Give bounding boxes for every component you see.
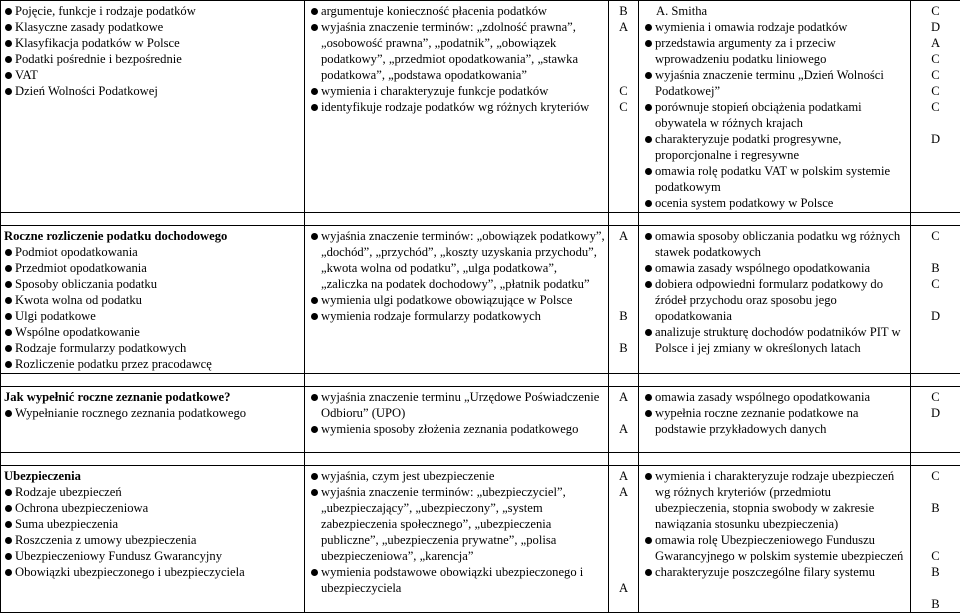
topic-item: Ochrona ubezpieczeniowa [4,500,301,516]
extended-requirements-cell [639,466,911,613]
level-letter [914,115,957,131]
requirement-item: argumentuje konieczność płacenia podatków [308,3,605,19]
level-letter [612,35,635,51]
level-letter: C [914,51,957,67]
topic-title: Jak wypełnić roczne zeznanie podatkowe? [4,389,301,405]
requirement-item: wymienia podstawowe obowiązki ubezpieczonego i ubezpieczyciela [308,564,605,596]
topic-title: Ubezpieczenia [4,468,301,484]
level-letter: A [612,468,635,484]
topic-item: Sposoby obliczania podatku [4,276,301,292]
level-letter: B [612,308,635,324]
topics-cell [1,387,305,453]
level-letter [612,516,635,532]
extended-requirements-cell [639,387,911,453]
level-letter [612,405,635,421]
level-letter: A [612,228,635,244]
level-letter: C [914,468,957,484]
level-letter [612,532,635,548]
topic-item: Klasyczne zasady podatkowe [4,19,301,35]
topics-cell [1,466,305,613]
level-letter [612,500,635,516]
level-letter [612,51,635,67]
level-letter: A [612,19,635,35]
topic-item: Obowiązki ubezpieczonego i ubezpieczyciela [4,564,301,580]
level-letter [914,292,957,308]
level-letter [612,324,635,340]
level-letter: D [914,308,957,324]
requirement-item: dobiera odpowiedni formularz podatkowy do źródeł przychodu oraz sposobu jego opodatkowania [642,276,907,324]
requirement-item: charakteryzuje podatki progresywne, proporcjonalne i regresywne [642,131,907,163]
topic-title: Roczne rozliczenie podatku dochodowego [4,228,301,244]
topic-item: Podatki pośrednie i bezpośrednie [4,51,301,67]
requirement-item: wyjaśnia znaczenie terminów: „ubezpieczyciel”, „ubezpieczający”, „ubezpieczony”, „system zabezpieczenia społecznego”, „ubezpieczenia publiczne”, „ubezpieczenia prywatne”, „polisa ubezpieczeniowa”, „karencja” [308,484,605,564]
level-letter [914,580,957,596]
level-letter [612,276,635,292]
requirement-item: wyjaśnia znaczenie terminu „Urzędowe Poświadczenie Odbioru” (UPO) [308,389,605,421]
extended-levels-cell [911,466,960,613]
topic-item: Rodzaje ubezpieczeń [4,484,301,500]
requirement-item: wymienia sposoby złożenia zeznania podatkowego [308,421,605,437]
level-letter: A [612,580,635,596]
level-letter: A [612,484,635,500]
requirement-item: omawia zasady wspólnego opodatkowania [642,389,907,405]
topic-item: Klasyfikacja podatków w Polsce [4,35,301,51]
level-letter: A [612,421,635,437]
requirement-item: wymienia i omawia rodzaje podatków [642,19,907,35]
topic-item: Wspólne opodatkowanie [4,324,301,340]
level-letter: D [914,405,957,421]
level-letter: C [914,67,957,83]
extended-levels-cell [911,226,960,374]
level-letter: B [612,340,635,356]
topics-cell [1,1,305,213]
level-letter [612,260,635,276]
requirement-item: ocenia system podatkowy w Polsce [642,195,907,211]
level-letter: D [914,19,957,35]
topic-item: Rozliczenie podatku przez pracodawcę [4,356,301,372]
topic-item: Wypełnianie rocznego zeznania podatkowego [4,405,301,421]
table-row [1,387,960,453]
level-letter [612,548,635,564]
requirement-item: omawia zasady wspólnego opodatkowania [642,260,907,276]
requirement-item: przedstawia argumenty za i przeciw wprowadzeniu podatku liniowego [642,35,907,67]
requirement-item: wymienia rodzaje formularzy podatkowych [308,308,605,324]
requirement-item: charakteryzuje poszczególne filary systemu [642,564,907,580]
level-letter [914,484,957,500]
level-letter [612,244,635,260]
topic-item: Przedmiot opodatkowania [4,260,301,276]
level-letter: A [914,35,957,51]
topic-item: Roszczenia z umowy ubezpieczenia [4,532,301,548]
basic-requirements-cell [305,387,609,453]
topic-item: Suma ubezpieczenia [4,516,301,532]
requirement-item: wyjaśnia, czym jest ubezpieczenie [308,468,605,484]
requirement-item: omawia sposoby obliczania podatku wg różnych stawek podatkowych [642,228,907,260]
level-letter: C [612,99,635,115]
level-letter: A [612,389,635,405]
extended-requirements-cell [639,1,911,213]
row-separator [1,213,960,226]
level-letter [612,564,635,580]
topic-item: Ulgi podatkowe [4,308,301,324]
row-separator [1,374,960,387]
requirement-item: porównuje stopień obciążenia podatkami obywatela w różnych krajach [642,99,907,131]
level-letter: C [914,83,957,99]
level-letter: B [914,260,957,276]
requirement-item: wyjaśnia znaczenie terminu „Dzień Wolności Podatkowej” [642,67,907,99]
extended-lead: A. Smitha [642,3,907,19]
extended-levels-cell [911,387,960,453]
topic-item: Podmiot opodatkowania [4,244,301,260]
table-row [1,466,960,613]
level-letter [612,292,635,308]
topic-item: Kwota wolna od podatku [4,292,301,308]
basic-requirements-cell [305,466,609,613]
topic-item: Dzień Wolności Podatkowej [4,83,301,99]
level-letter [914,244,957,260]
level-letter: B [914,564,957,580]
basic-levels-cell [609,1,639,213]
level-letter: B [612,3,635,19]
level-letter [914,532,957,548]
basic-levels-cell [609,226,639,374]
topic-item: Ubezpieczeniowy Fundusz Gwarancyjny [4,548,301,564]
extended-requirements-cell [639,226,911,374]
requirement-item: wymienia i charakteryzuje funkcje podatków [308,83,605,99]
topics-cell [1,226,305,374]
table-row [1,1,960,213]
topic-item: VAT [4,67,301,83]
level-letter: B [914,596,957,612]
basic-levels-cell [609,466,639,613]
requirement-item: omawia rolę podatku VAT w polskim systemie podatkowym [642,163,907,195]
basic-requirements-cell [305,226,609,374]
level-letter [612,67,635,83]
requirement-item: wyjaśnia znaczenie terminów: „zdolność prawna”, „osobowość prawna”, „podatnik”, „obowiązek podatkowy”, „przedmiot opodatkowania”, „stawka podatkowa”, „podstawa opodatkowania” [308,19,605,83]
level-letter: C [914,3,957,19]
row-separator [1,453,960,466]
table-row [1,226,960,374]
level-letter: C [914,228,957,244]
level-letter [914,516,957,532]
requirement-item: analizuje strukturę dochodów podatników PIT w Polsce i jej zmiany w określonych latach [642,324,907,356]
basic-requirements-cell [305,1,609,213]
level-letter: C [612,83,635,99]
topic-item: Pojęcie, funkcje i rodzaje podatków [4,3,301,19]
topic-item: Rodzaje formularzy podatkowych [4,340,301,356]
level-letter: C [914,276,957,292]
level-letter: C [914,548,957,564]
requirement-item: wypełnia roczne zeznanie podatkowe na podstawie przykładowych danych [642,405,907,437]
requirement-item: omawia rolę Ubezpieczeniowego Funduszu Gwarancyjnego w polskim systemie ubezpieczeń [642,532,907,564]
extended-levels-cell [911,1,960,213]
level-letter: B [914,500,957,516]
requirement-item: wyjaśnia znaczenie terminów: „obowiązek podatkowy”, „dochód”, „przychód”, „koszty uzyskania przychodu”, „kwota wolna od podatku”, „ulga podatkowa”, „zaliczka na podatek dochodowy”, „płatnik podatku” [308,228,605,292]
level-letter: C [914,389,957,405]
requirement-item: identyfikuje rodzaje podatków wg różnych kryteriów [308,99,605,115]
requirement-item: wymienia i charakteryzuje rodzaje ubezpieczeń wg różnych kryteriów (przedmiotu ubezpieczenia, stopnia swobody w zakresie nawiązania stosunku ubezpieczenia) [642,468,907,532]
level-letter: D [914,131,957,147]
level-letter: C [914,99,957,115]
requirement-item: wymienia ulgi podatkowe obowiązujące w Polsce [308,292,605,308]
basic-levels-cell [609,387,639,453]
